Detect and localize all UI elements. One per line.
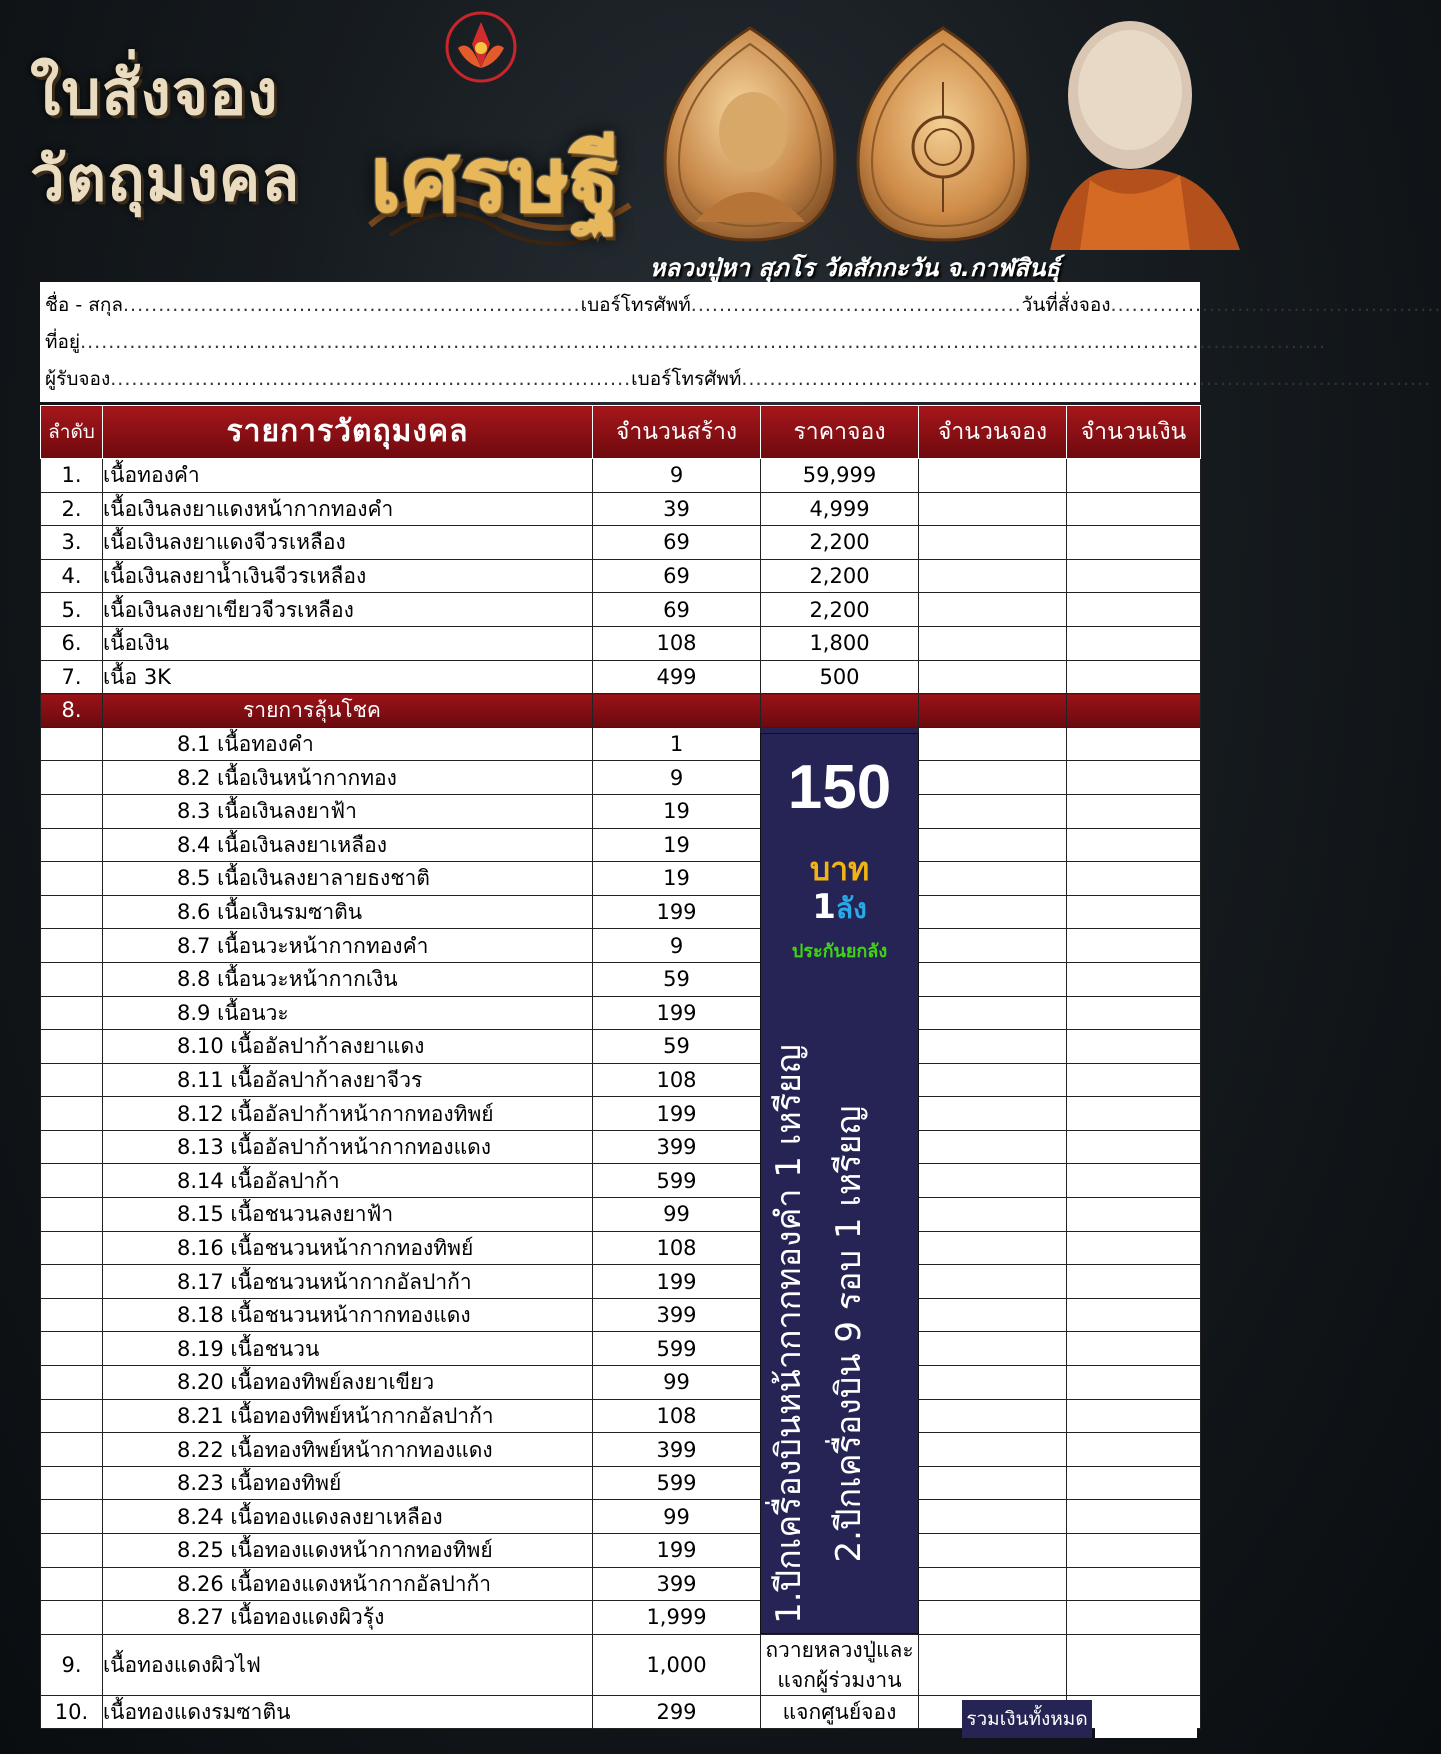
item-name: เนื้อเงิน — [103, 626, 593, 660]
row-number — [41, 1063, 103, 1097]
item-name: เนื้อเงินลงยาเขียวจีวรเหลือง — [103, 593, 593, 627]
quantity-made: 9 — [593, 761, 761, 795]
quantity-made: 9 — [593, 929, 761, 963]
date-field[interactable]: ............................................... — [1110, 294, 1441, 316]
row-number — [41, 1534, 103, 1568]
order-qty-cell[interactable] — [919, 1399, 1067, 1433]
table-row — [41, 1534, 1201, 1568]
order-qty-cell[interactable] — [919, 929, 1067, 963]
item-name: 8.5 เนื้อเงินลงยาลายธงชาติ — [103, 862, 593, 896]
item-name: 8.6 เนื้อเงินรมซาติน — [103, 895, 593, 929]
quantity-made: 199 — [593, 895, 761, 929]
amount-cell[interactable] — [1067, 727, 1201, 761]
order-qty-cell[interactable] — [919, 1601, 1067, 1635]
row-number — [41, 828, 103, 862]
col-quantity-made: จำนวนสร้าง — [593, 406, 761, 459]
row-number — [41, 1030, 103, 1064]
promo-guarantee: ประกันยกลัง — [791, 941, 888, 962]
promo-box-unit: ลัง — [835, 892, 867, 925]
table-row — [41, 1466, 1201, 1500]
amount-cell[interactable] — [1067, 761, 1201, 795]
promo-line-1: 1.ปีกเครื่องบินหน้ากากทองคำ 1 เหรียญ — [769, 1044, 809, 1624]
order-qty-cell[interactable] — [919, 1534, 1067, 1568]
title-line-1: ใบสั่งจอง — [30, 56, 279, 129]
table-row — [41, 1366, 1201, 1400]
row-number — [41, 996, 103, 1030]
row-number — [41, 962, 103, 996]
price: 2,200 — [761, 593, 919, 627]
row-number — [41, 1433, 103, 1467]
amount-cell[interactable] — [1067, 660, 1201, 694]
table-row — [41, 761, 1201, 795]
table-row — [41, 1198, 1201, 1232]
item-name: เนื้อเงินลงยาน้ำเงินจีวรเหลือง — [103, 559, 593, 593]
price: 2,200 — [761, 526, 919, 560]
table-row — [41, 727, 1201, 761]
table-row — [41, 660, 1201, 694]
section-cell — [919, 694, 1067, 728]
amount-cell[interactable] — [1067, 626, 1201, 660]
amount-cell[interactable] — [1067, 593, 1201, 627]
item-name: เนื้อเงินลงยาแดงหน้ากากทองคำ — [103, 492, 593, 526]
row-number — [41, 1265, 103, 1299]
phone-label: เบอร์โทรศัพท์ — [580, 294, 691, 316]
amount-cell[interactable] — [1067, 962, 1201, 996]
form-row-name — [45, 290, 1441, 320]
name-field[interactable]: ................................................................. — [123, 294, 581, 316]
quantity-made: 199 — [593, 1265, 761, 1299]
promo-box — [760, 733, 919, 1634]
order-qty-cell[interactable] — [919, 593, 1067, 627]
quantity-made: 199 — [593, 996, 761, 1030]
col-price: ราคาจอง — [761, 406, 919, 459]
table-row — [41, 1601, 1201, 1635]
row-number — [41, 895, 103, 929]
row-number — [41, 794, 103, 828]
table-row — [41, 862, 1201, 896]
quantity-made: 19 — [593, 794, 761, 828]
quantity-made: 199 — [593, 1097, 761, 1131]
item-name: 8.16 เนื้อชนวนหน้ากากทองทิพย์ — [103, 1231, 593, 1265]
col-item: รายการวัตถุมงคล — [103, 406, 593, 459]
table-row — [41, 1030, 1201, 1064]
table-row — [41, 559, 1201, 593]
table-row — [41, 1063, 1201, 1097]
row-number: 3. — [41, 526, 103, 560]
amount-cell[interactable] — [1067, 1366, 1201, 1400]
quantity-made: 599 — [593, 1466, 761, 1500]
item-name: เนื้อ 3K — [103, 660, 593, 694]
col-no: ลำดับ — [41, 406, 103, 459]
amount-cell[interactable] — [1067, 1567, 1201, 1601]
row-number — [41, 1164, 103, 1198]
item-name: 8.23 เนื้อทองทิพย์ — [103, 1466, 593, 1500]
amount-cell[interactable] — [1067, 1466, 1201, 1500]
quantity-made: 99 — [593, 1198, 761, 1232]
order-qty-cell[interactable] — [919, 1130, 1067, 1164]
form-title — [30, 50, 320, 222]
table-row — [41, 996, 1201, 1030]
amount-cell[interactable] — [1067, 1063, 1201, 1097]
order-qty-cell[interactable] — [919, 828, 1067, 862]
order-qty-cell[interactable] — [919, 1466, 1067, 1500]
order-info-form — [40, 282, 1441, 402]
order-qty-cell[interactable] — [919, 1332, 1067, 1366]
row-number: 5. — [41, 593, 103, 627]
quantity-made: 108 — [593, 1231, 761, 1265]
col-amount: จำนวนเงิน — [1067, 406, 1201, 459]
amount-cell[interactable] — [1067, 1500, 1201, 1534]
total-label: รวมเงินทั้งหมด — [962, 1700, 1092, 1738]
item-name: 8.10 เนื้ออัลปาก้าลงยาแดง — [103, 1030, 593, 1064]
row-number — [41, 862, 103, 896]
date-label: วันที่สั่งจอง — [1021, 294, 1111, 316]
name-label: ชื่อ - สกุล — [45, 294, 123, 316]
amount-cell[interactable] — [1067, 1265, 1201, 1299]
receiver-label: ผู้รับจอง — [45, 368, 111, 390]
receiver-field[interactable]: .......................................................................... — [110, 368, 632, 390]
row-number — [41, 761, 103, 795]
order-qty-cell[interactable] — [919, 492, 1067, 526]
amount-cell[interactable] — [1067, 828, 1201, 862]
row-number: 4. — [41, 559, 103, 593]
item-name: 8.2 เนื้อเงินหน้ากากทอง — [103, 761, 593, 795]
quantity-made: 599 — [593, 1164, 761, 1198]
amount-cell[interactable] — [1067, 1634, 1201, 1695]
amount-cell[interactable] — [1067, 929, 1201, 963]
amount-cell[interactable] — [1067, 794, 1201, 828]
row-number — [41, 1500, 103, 1534]
price: 2,200 — [761, 559, 919, 593]
table-row — [41, 1332, 1201, 1366]
item-name: 8.13 เนื้ออัลปาก้าหน้ากากทองแดง — [103, 1130, 593, 1164]
order-qty-cell[interactable] — [919, 895, 1067, 929]
row-number: 7. — [41, 660, 103, 694]
order-qty-cell[interactable] — [919, 862, 1067, 896]
quantity-made: 108 — [593, 1063, 761, 1097]
row-number — [41, 1466, 103, 1500]
amount-cell[interactable] — [1067, 559, 1201, 593]
amount-cell[interactable] — [1067, 1030, 1201, 1064]
title-line-2: วัตถุมงคล — [30, 142, 301, 215]
order-qty-cell[interactable] — [919, 1567, 1067, 1601]
table-row — [41, 626, 1201, 660]
price-note: ถวายหลวงปู่และแจกผู้ร่วมงาน — [761, 1634, 919, 1695]
wordmark-text: เศรษฐี — [369, 125, 621, 233]
quantity-made: 399 — [593, 1567, 761, 1601]
row-number — [41, 1567, 103, 1601]
row-number — [41, 1298, 103, 1332]
amount-cell[interactable] — [1067, 1433, 1201, 1467]
quantity-made: 69 — [593, 526, 761, 560]
address-field[interactable]: ................................................................................................................................................................................. — [80, 331, 1327, 353]
order-qty-cell[interactable] — [919, 1097, 1067, 1131]
quantity-made: 299 — [593, 1695, 761, 1729]
header-subtitle: หลวงปู่หา สุภโร วัดสักกะวัน จ.กาฬสินธุ์ — [649, 254, 1060, 282]
amount-cell[interactable] — [1067, 895, 1201, 929]
item-name: 8.3 เนื้อเงินลงยาฟ้า — [103, 794, 593, 828]
temple-logo-icon — [442, 8, 520, 86]
quantity-made: 99 — [593, 1366, 761, 1400]
quantity-made: 108 — [593, 626, 761, 660]
quantity-made: 59 — [593, 1030, 761, 1064]
item-name: 8.20 เนื้อทองทิพย์ลงยาเขียว — [103, 1366, 593, 1400]
amount-cell[interactable] — [1067, 1097, 1201, 1131]
amount-cell[interactable] — [1067, 1298, 1201, 1332]
table-row — [41, 962, 1201, 996]
row-number: 10. — [41, 1695, 103, 1729]
promo-box-num: 1 — [812, 887, 836, 927]
promo-price: 150 — [787, 753, 892, 822]
table-row — [41, 1634, 1201, 1695]
promo-box-count — [761, 887, 918, 931]
table-row — [41, 1097, 1201, 1131]
order-qty-cell[interactable] — [919, 962, 1067, 996]
table-row — [41, 1298, 1201, 1332]
table-row — [41, 1265, 1201, 1299]
row-number — [41, 1231, 103, 1265]
order-qty-cell[interactable] — [919, 727, 1067, 761]
item-name: 8.26 เนื้อทองแดงหน้ากากอัลปาก้า — [103, 1567, 593, 1601]
quantity-made: 99 — [593, 1500, 761, 1534]
section-cell — [761, 694, 919, 728]
amount-cell[interactable] — [1067, 996, 1201, 1030]
section-row — [41, 694, 1201, 728]
item-name: 8.19 เนื้อชนวน — [103, 1332, 593, 1366]
item-name: เนื้อทองแดงรมซาติน — [103, 1695, 593, 1729]
row-number: 1. — [41, 459, 103, 493]
coin-front-icon — [655, 22, 845, 247]
amount-cell[interactable] — [1067, 862, 1201, 896]
row-number — [41, 1198, 103, 1232]
order-table — [40, 405, 1201, 1729]
table-row — [41, 1164, 1201, 1198]
order-qty-cell[interactable] — [919, 1231, 1067, 1265]
order-qty-cell[interactable] — [919, 459, 1067, 493]
header — [0, 0, 1240, 280]
section-cell — [1067, 694, 1201, 728]
order-qty-cell[interactable] — [919, 1265, 1067, 1299]
table-row — [41, 1399, 1201, 1433]
order-qty-cell[interactable] — [919, 996, 1067, 1030]
quantity-made: 19 — [593, 862, 761, 896]
item-name: 8.22 เนื้อทองทิพย์หน้ากากทองแดง — [103, 1433, 593, 1467]
amount-cell[interactable] — [1067, 459, 1201, 493]
amount-cell[interactable] — [1067, 1198, 1201, 1232]
section-cell — [593, 694, 761, 728]
order-qty-cell[interactable] — [919, 1164, 1067, 1198]
phone2-field[interactable]: .................................................................................................. — [741, 368, 1432, 390]
amount-cell[interactable] — [1067, 1130, 1201, 1164]
price: 500 — [761, 660, 919, 694]
amount-cell[interactable] — [1067, 1332, 1201, 1366]
amount-cell[interactable] — [1067, 1231, 1201, 1265]
section-number: 8. — [41, 694, 103, 728]
row-number — [41, 1130, 103, 1164]
amount-cell[interactable] — [1067, 492, 1201, 526]
item-name: 8.17 เนื้อชนวนหน้ากากอัลปาก้า — [103, 1265, 593, 1299]
col-order-qty: จำนวนจอง — [919, 406, 1067, 459]
row-number — [41, 1601, 103, 1635]
table-row — [41, 1500, 1201, 1534]
table-row — [41, 459, 1201, 493]
quantity-made: 69 — [593, 559, 761, 593]
amount-cell[interactable] — [1067, 1164, 1201, 1198]
row-number — [41, 1332, 103, 1366]
item-name: 8.27 เนื้อทองแดงผิวรุ้ง — [103, 1601, 593, 1635]
order-qty-cell[interactable] — [919, 1030, 1067, 1064]
amount-cell[interactable] — [1067, 526, 1201, 560]
table-row — [41, 895, 1201, 929]
price: 59,999 — [761, 459, 919, 493]
table-row — [41, 794, 1201, 828]
quantity-made: 199 — [593, 1534, 761, 1568]
row-number — [41, 1399, 103, 1433]
order-qty-cell[interactable] — [919, 1298, 1067, 1332]
quantity-made: 1 — [593, 727, 761, 761]
order-qty-cell[interactable] — [919, 761, 1067, 795]
order-qty-cell[interactable] — [919, 1433, 1067, 1467]
item-name: 8.1 เนื้อทองคำ — [103, 727, 593, 761]
item-name: 8.15 เนื้อชนวนลงยาฟ้า — [103, 1198, 593, 1232]
item-name: เนื้อทองแดงผิวไฟ — [103, 1634, 593, 1695]
price: 4,999 — [761, 492, 919, 526]
quantity-made: 399 — [593, 1298, 761, 1332]
quantity-made: 1,000 — [593, 1634, 761, 1695]
order-qty-cell[interactable] — [919, 559, 1067, 593]
item-name: 8.9 เนื้อนวะ — [103, 996, 593, 1030]
quantity-made: 599 — [593, 1332, 761, 1366]
row-number: 9. — [41, 1634, 103, 1695]
item-name: 8.18 เนื้อชนวนหน้ากากทองแดง — [103, 1298, 593, 1332]
order-qty-cell[interactable] — [919, 526, 1067, 560]
order-qty-cell[interactable] — [919, 660, 1067, 694]
order-qty-cell[interactable] — [919, 1634, 1067, 1695]
monk-portrait-icon — [1030, 10, 1240, 250]
item-name: 8.25 เนื้อทองแดงหน้ากากทองทิพย์ — [103, 1534, 593, 1568]
table-row — [41, 593, 1201, 627]
order-qty-cell[interactable] — [919, 1366, 1067, 1400]
table-header — [41, 406, 1201, 459]
section-title: รายการลุ้นโชค — [103, 694, 593, 728]
promo-line-2: 2.ปีกเครื่องบิน 9 รอบ 1 เหรียญ — [829, 1105, 869, 1563]
item-name: 8.12 เนื้ออัลปาก้าหน้ากากทองทิพย์ — [103, 1097, 593, 1131]
phone2-label: เบอร์โทรศัพท์ — [631, 368, 742, 390]
item-name: 8.14 เนื้ออัลปาก้า — [103, 1164, 593, 1198]
item-name: 8.8 เนื้อนวะหน้ากากเงิน — [103, 962, 593, 996]
address-label: ที่อยู่ — [45, 331, 81, 353]
promo-currency: บาท — [809, 850, 870, 888]
row-number: 2. — [41, 492, 103, 526]
order-qty-cell[interactable] — [919, 1198, 1067, 1232]
order-qty-cell[interactable] — [919, 1063, 1067, 1097]
phone-field[interactable]: ............................................... — [690, 294, 1022, 316]
item-name: 8.11 เนื้ออัลปาก้าลงยาจีวร — [103, 1063, 593, 1097]
item-name: 8.7 เนื้อนวะหน้ากากทองคำ — [103, 929, 593, 963]
wordmark — [330, 95, 670, 245]
table-row — [41, 828, 1201, 862]
row-number — [41, 929, 103, 963]
amount-cell[interactable] — [1067, 1399, 1201, 1433]
total-amount-field[interactable] — [1095, 1700, 1197, 1738]
quantity-made: 69 — [593, 593, 761, 627]
table-row — [41, 526, 1201, 560]
quantity-made: 108 — [593, 1399, 761, 1433]
table-row — [41, 1433, 1201, 1467]
quantity-made: 39 — [593, 492, 761, 526]
item-name: เนื้อทองคำ — [103, 459, 593, 493]
quantity-made: 499 — [593, 660, 761, 694]
table-row — [41, 929, 1201, 963]
price-note: แจกศูนย์จอง — [761, 1695, 919, 1729]
table-row — [41, 492, 1201, 526]
price: 1,800 — [761, 626, 919, 660]
table-row — [41, 1130, 1201, 1164]
row-number — [41, 727, 103, 761]
order-qty-cell[interactable] — [919, 1500, 1067, 1534]
order-qty-cell[interactable] — [919, 626, 1067, 660]
amount-cell[interactable] — [1067, 1601, 1201, 1635]
amount-cell[interactable] — [1067, 1534, 1201, 1568]
row-number — [41, 1097, 103, 1131]
quantity-made: 59 — [593, 962, 761, 996]
order-qty-cell[interactable] — [919, 794, 1067, 828]
item-name: 8.4 เนื้อเงินลงยาเหลือง — [103, 828, 593, 862]
quantity-made: 399 — [593, 1130, 761, 1164]
table-row — [41, 1231, 1201, 1265]
coin-back-icon — [848, 22, 1038, 247]
table-row — [41, 1567, 1201, 1601]
quantity-made: 19 — [593, 828, 761, 862]
item-name: 8.24 เนื้อทองแดงลงยาเหลือง — [103, 1500, 593, 1534]
form-row-receiver — [45, 364, 1431, 394]
item-name: เนื้อเงินลงยาแดงจีวรเหลือง — [103, 526, 593, 560]
item-name: 8.21 เนื้อทองทิพย์หน้ากากอัลปาก้า — [103, 1399, 593, 1433]
row-number: 6. — [41, 626, 103, 660]
quantity-made: 399 — [593, 1433, 761, 1467]
form-row-address — [45, 327, 1326, 357]
row-number — [41, 1366, 103, 1400]
quantity-made: 9 — [593, 459, 761, 493]
quantity-made: 1,999 — [593, 1601, 761, 1635]
